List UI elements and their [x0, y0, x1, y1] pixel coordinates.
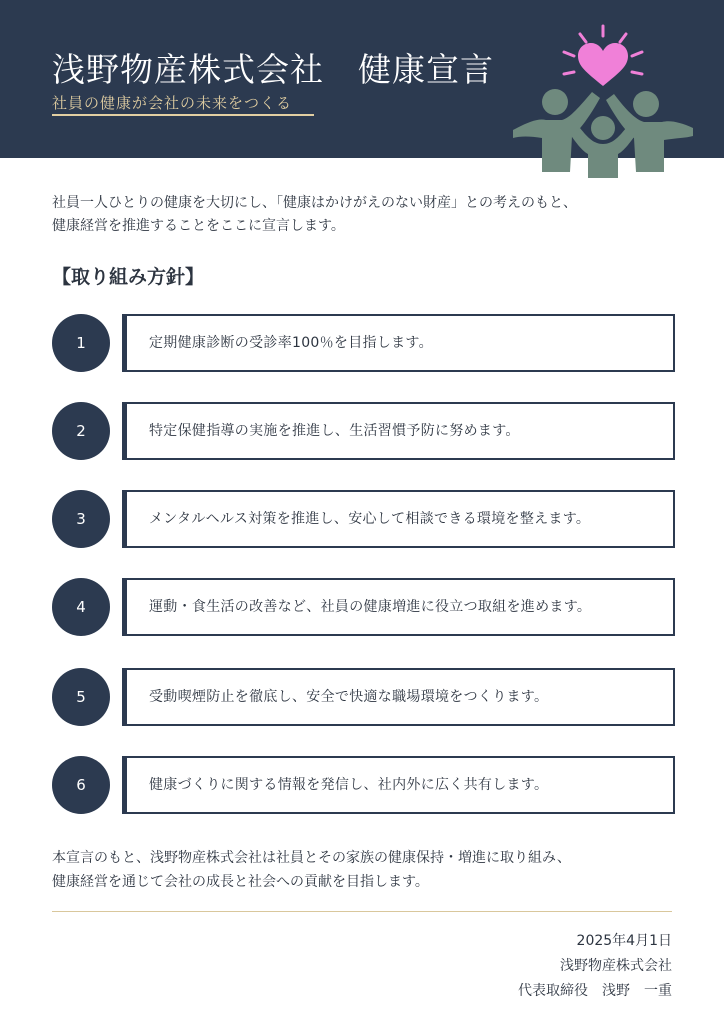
closing-line: 本宣言のもと、浅野物産株式会社は社員とその家族の健康保持・増進に取り組み、: [52, 850, 571, 866]
policy-text: 運動・食生活の改善など、社員の健康増進に役立つ取組を進めます。: [149, 599, 592, 615]
policy-number-badge: 1: [52, 314, 110, 372]
policy-number-badge: 3: [52, 490, 110, 548]
closing-line: 健康経営を通じて会社の成長と社会への貢献を目指します。: [52, 874, 429, 890]
signature-signer: 代表取締役 浅野 一重: [518, 983, 672, 999]
policy-box: [122, 490, 675, 548]
page-subtitle: 社員の健康が会社の未来をつくる: [52, 94, 293, 112]
policy-heading: 【取り組み方針】: [52, 266, 205, 288]
policy-number-badge: 5: [52, 668, 110, 726]
policy-text: 受動喫煙防止を徹底し、安全で快適な職場環境をつくります。: [149, 689, 549, 705]
page-title: 浅野物産株式会社 健康宣言: [52, 50, 494, 89]
intro-line: 社員一人ひとりの健康を大切にし、「健康はかけがえのない財産」との考えのもと、: [52, 195, 577, 211]
policy-number-badge: 6: [52, 756, 110, 814]
policy-item: [52, 756, 672, 814]
policy-item: [52, 668, 672, 726]
signature-date: 2025年4月1日: [576, 933, 672, 949]
intro-line: 健康経営を推進することをここに宣言します。: [52, 218, 345, 234]
policy-item: [52, 490, 672, 548]
policy-item: [52, 402, 672, 460]
policy-box: [122, 668, 675, 726]
policy-text: 特定保健指導の実施を推進し、生活習慣予防に努めます。: [149, 423, 520, 439]
policy-text: 健康づくりに関する情報を発信し、社内外に広く共有します。: [149, 777, 549, 793]
policy-item: [52, 314, 672, 372]
policy-box: [122, 756, 675, 814]
policy-number-badge: 2: [52, 402, 110, 460]
policy-text: 定期健康診断の受診率100％を目指します。: [149, 335, 433, 351]
policy-box: [122, 314, 675, 372]
footer-divider: [52, 911, 672, 912]
people-raising-heart-icon: [508, 22, 698, 178]
policy-box: [122, 402, 675, 460]
closing-paragraph: [52, 846, 682, 894]
policy-box: [122, 578, 675, 636]
policy-text: メンタルヘルス対策を推進し、安心して相談できる環境を整えます。: [149, 511, 591, 527]
signature-company: 浅野物産株式会社: [560, 958, 672, 974]
policy-item: [52, 578, 672, 636]
intro-paragraph: [52, 192, 682, 238]
subtitle-underline: [52, 114, 314, 116]
policy-number-badge: 4: [52, 578, 110, 636]
